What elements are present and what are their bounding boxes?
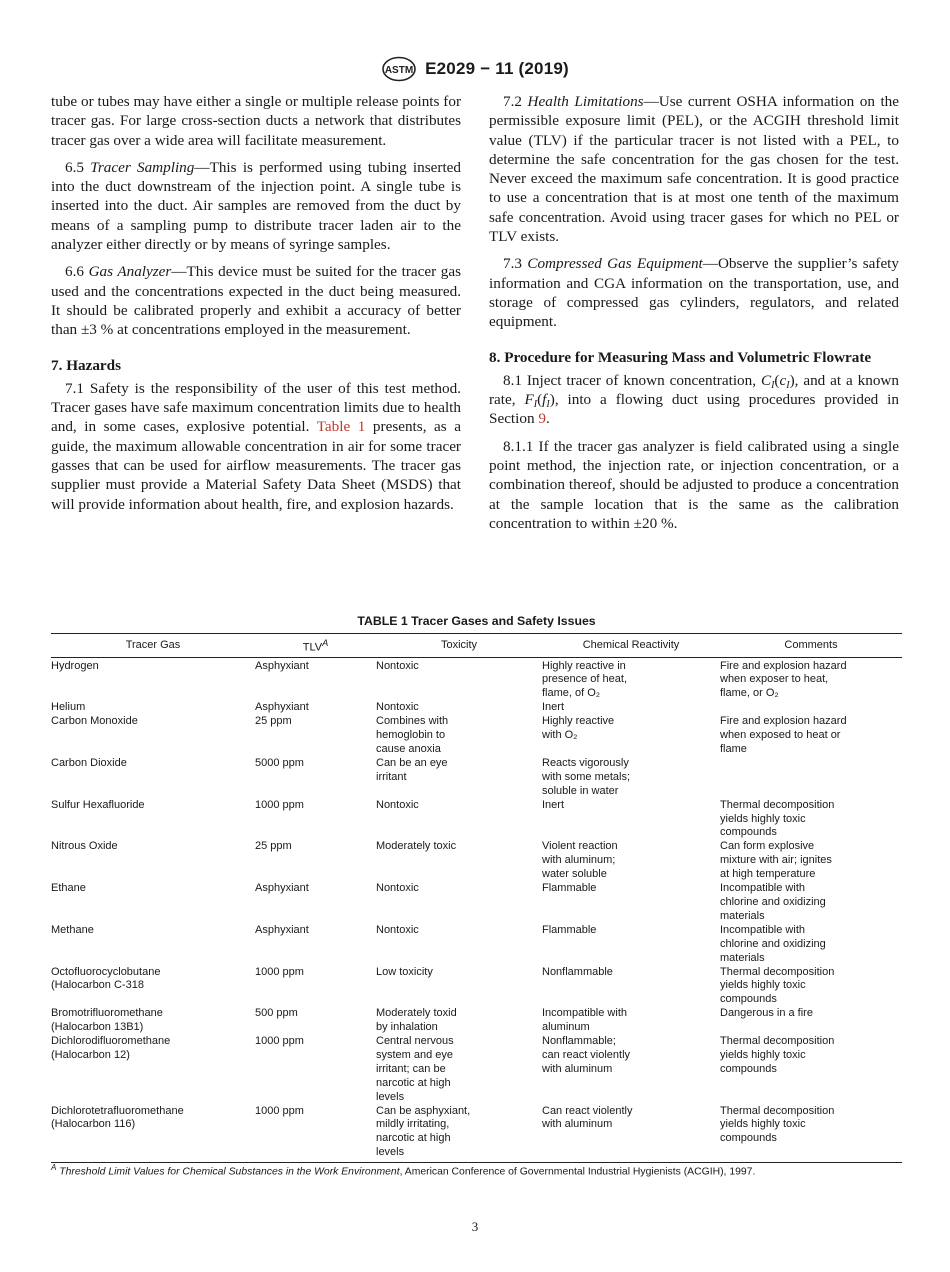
table-cell: Can be an eye irritant	[376, 756, 448, 783]
table-cell: Nontoxic	[376, 882, 419, 895]
table-cell: Thermal decomposition yields highly toxic compounds	[720, 1105, 902, 1163]
section-8-1: 8.1 Inject tracer of known concentration, $C_I(c_I)$, and at a known rate, $F_I(f_I)$, into a flowing duct using procedures provided in Section 9.	[489, 371, 899, 428]
table-cell: Can react violently with aluminum	[542, 1105, 720, 1163]
table-cell: 1000 ppm	[255, 1035, 304, 1048]
heading-procedure: 8. Procedure for Measuring Mass and Volumetric Flowrate	[489, 348, 872, 366]
table-cell: Carbon Dioxide	[51, 756, 127, 769]
table-cell: Reacts vigorously with some metals; soluble in water	[542, 756, 631, 797]
section-7-2: 7.2 Health Limitations—Use current OSHA information on the permissible exposure limit (PEL), or the ACGIH threshold limit value (TLV) if the particular tracer is not listed with a PEL, to determine the safe concentration for the gas chosen for the test. Never exceed the maximum safe concentration. It is good practice to use a concentration that is at most one tenth of the maximum safe concentration. Avoid using tracer gases for which no PEL or TLV exists.	[489, 93, 899, 246]
table-cell: Can form explosive mixture with air; ignites at high temperature	[720, 840, 832, 881]
table-row	[51, 1007, 902, 1035]
table-cell: Asphyxiant	[255, 882, 309, 895]
table-cell: Asphyxiant	[255, 923, 309, 936]
table-cell	[720, 701, 902, 715]
table-header-row	[51, 634, 902, 658]
table-cell: Violent reaction with aluminum; water soluble	[542, 840, 618, 881]
table-cell: 25 ppm	[255, 715, 292, 728]
table-cell: Dichlorodifluoromethane (Halocarbon 12)	[51, 1035, 171, 1061]
table-cell: Ethane	[51, 882, 86, 895]
paragraph-continuation: tube or tubes may have either a single or multiple release points for tracer gas. For large cross-section ducts a network that distributes tracer gas over a wide area will facilitate measurement.	[51, 93, 461, 149]
table-cell: Nonflammable	[542, 965, 613, 978]
table-cell: Can be asphyxiant, mildly irritating, narcotic at high levels	[376, 1105, 542, 1163]
table-cell: Dichlorotetrafluoromethane (Halocarbon 116)	[51, 1105, 255, 1163]
table-cell: Central nervous system and eye irritant; can be narcotic at high levels	[376, 1035, 454, 1103]
table-cell: Incompatible with chlorine and oxidizing materials	[720, 923, 826, 964]
table-row	[51, 924, 902, 966]
table-cell: Asphyxiant	[255, 701, 309, 714]
right-column	[489, 92, 899, 541]
page-number: 3	[471, 1219, 479, 1234]
table-cell: Fire and explosion hazard when exposer to heat, flame, or O₂	[720, 659, 847, 700]
tracer-gases-table	[51, 633, 902, 1163]
table-cell: Dangerous in a fire	[720, 1007, 813, 1020]
table-cell: 1000 ppm	[255, 965, 304, 978]
table-cell: Highly reactive in presence of heat, flame, of O₂	[542, 659, 628, 700]
table-cell: Hydrogen	[51, 659, 99, 672]
section-7-1: 7.1 Safety is the responsibility of the user of this test method. Tracer gases have safe maximum concentration limits due to health and, in some cases, explosive potential. Table 1 presents, as a guide, the maximum allowable concentration in air for some tracer gasses that can be used for airflow measurements. The tracer gas supplier must provide a Material Safety Data Sheet (MSDS) that will provide information about health, fire, and explosion hazards.	[51, 379, 461, 513]
table-cell: Inert	[542, 798, 565, 811]
table-cell: Asphyxiant	[255, 659, 309, 672]
table-cell: Bromotrifluoromethane (Halocarbon 13B1)	[51, 1007, 163, 1034]
table-cell: Fire and explosion hazard when exposed to heat or flame	[720, 715, 847, 755]
table-row	[51, 715, 902, 757]
table-cell: Moderately toxic	[376, 840, 457, 853]
astm-logo-icon	[381, 56, 417, 82]
table-row	[51, 701, 902, 715]
table-row	[51, 840, 902, 882]
col-header-reactivity: Chemical Reactivity	[542, 634, 720, 658]
table-cell: Nontoxic	[376, 701, 419, 714]
table-cell: Incompatible with aluminum	[542, 1007, 627, 1034]
table-cell: Nitrous Oxide	[51, 840, 118, 853]
col-header-tlv: $TLV^A$	[255, 634, 376, 658]
section-6-6: 6.6 Gas Analyzer—This device must be suited for the tracer gas used and the concentrations expected in the duct being measured. It should be calibrated properly and exhibit a accuracy of better than ±3 % at concentrations employed in the measurement.	[51, 263, 461, 339]
left-column	[51, 92, 461, 522]
svg-text:ASTM: ASTM	[384, 65, 414, 76]
table-cell: Octofluorocyclobutane (Halocarbon C-318	[51, 965, 161, 992]
table-cell: 25 ppm	[255, 840, 292, 853]
table-cell: Inert	[542, 701, 565, 714]
section-6-5: 6.5 Tracer Sampling—This is performed using tubing inserted into the duct downstream of the injection point. A single tube is inserted into the duct. Air samples are removed from the duct by means of a sampling pump to distribute tracer laden air to the analyzer either directly or by means of syringe samples.	[51, 158, 461, 254]
table-row	[51, 757, 902, 799]
section-7-3: 7.3 Compressed Gas Equipment—Observe the supplier’s safety information and CGA information on the transportation, use, and storage of compressed gas cylinders, regulators, and related equipment.	[489, 255, 899, 331]
table-cell	[720, 757, 902, 799]
table-cell: 1000 ppm	[255, 1105, 376, 1163]
table-cell: Thermal decomposition yields highly toxic compounds	[720, 965, 835, 1006]
table-cell: Nontoxic	[376, 923, 419, 936]
table-cell: Nonflammable; can react violently with aluminum	[542, 1035, 631, 1075]
col-header-tracer-gas: Tracer Gas	[51, 634, 255, 658]
table-cell: Carbon Monoxide	[51, 715, 138, 728]
table-cell: Helium	[51, 701, 86, 714]
col-header-toxicity: Toxicity	[376, 634, 542, 658]
table-cell: 500 ppm	[255, 1007, 298, 1020]
table-row	[51, 799, 902, 841]
table-cell: Incompatible with chlorine and oxidizing materials	[720, 882, 826, 922]
section-8-1-1: 8.1.1 If the tracer gas analyzer is field calibrated using a single point method, the injection rate, or injection concentration, or a combination thereof, should be adjusted to produce a concentration at the sample location that is the same as the calibration concentration to within ±20 %.	[489, 437, 899, 532]
table-cell: Sulfur Hexafluoride	[51, 798, 145, 811]
table-row	[51, 882, 902, 924]
table-cell: Flammable	[542, 923, 597, 936]
document-id: E2029 − 11 (2019)	[425, 59, 569, 78]
heading-hazards: 7. Hazards	[51, 356, 122, 374]
page-header	[0, 56, 950, 82]
col-header-comments: Comments	[720, 634, 902, 658]
table-cell: Nontoxic	[376, 798, 419, 811]
table-cell: Combines with hemoglobin to cause anoxia	[376, 715, 449, 755]
table-title: TABLE 1 Tracer Gases and Safety Issues	[357, 614, 596, 628]
table-cell: 1000 ppm	[255, 798, 304, 811]
section-9-link[interactable]: 9	[538, 410, 546, 428]
table-cell: Moderately toxid by inhalation	[376, 1007, 457, 1034]
table-cell: Flammable	[542, 882, 597, 895]
table-row	[51, 1035, 902, 1105]
table-1-link[interactable]: Table 1	[316, 418, 366, 436]
table-cell: Low toxicity	[376, 965, 433, 978]
table-row	[51, 657, 902, 701]
table-row	[51, 966, 902, 1008]
table-footnote: $^A$ Threshold Limit Values for Chemical Substances in the Work Environment, American Conference of Governmental Industrial Hygienists (ACGIH), 1997.	[51, 1163, 756, 1178]
table-cell: 5000 ppm	[255, 756, 304, 769]
table-cell: Methane	[51, 923, 94, 936]
table-cell: Thermal decomposition yields highly toxic compounds	[720, 798, 835, 839]
table-cell: Nontoxic	[376, 659, 419, 672]
table-row	[51, 1105, 902, 1163]
table-cell: Thermal decomposition yields highly toxic compounds	[720, 1035, 835, 1075]
table-cell: Highly reactive with O₂	[542, 715, 615, 742]
